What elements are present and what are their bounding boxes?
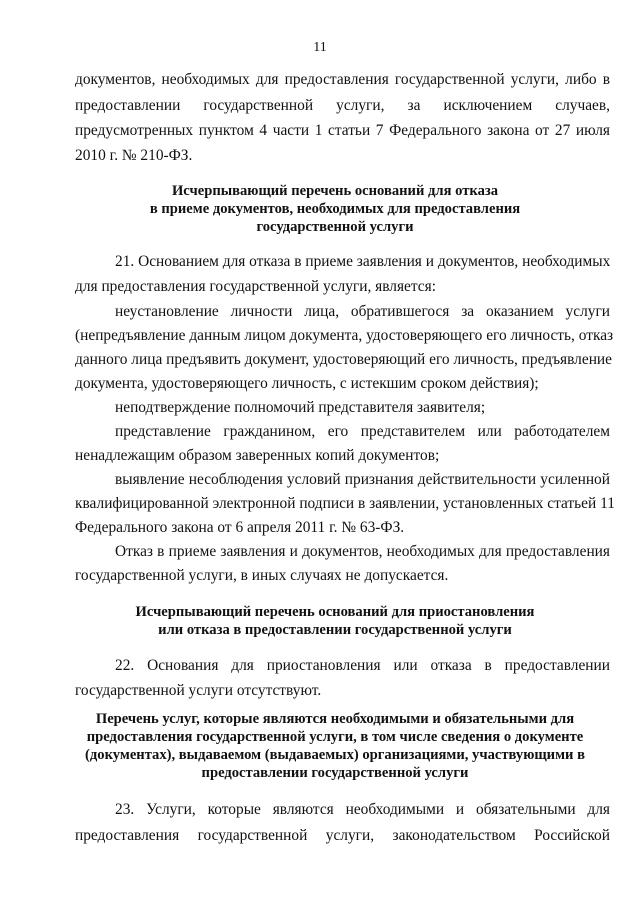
- text-line: 2010 г. № 210-ФЗ.: [75, 147, 193, 164]
- text-line: документа, удостоверяющего личность, с истекшим сроком действия);: [75, 375, 539, 392]
- text-line: (непредъявление данным лицом документа, удостоверяющего его личность, отказ: [75, 327, 614, 344]
- section-heading: в приеме документов, необходимых для предоставления: [149, 201, 521, 217]
- text-line: неподтверждение полномочий представителя заявителя;: [115, 399, 486, 416]
- text-line: предоставлении государственной услуги, за исключением случаев,: [75, 97, 610, 114]
- text-line: выявление несоблюдения условий признания действительности усиленной: [115, 471, 610, 488]
- section-heading: предоставлении государственной услуги: [201, 765, 469, 781]
- text-line: государственной услуги, в иных случаях не допускается.: [75, 567, 449, 584]
- text-line: 22. Основания для приостановления или отказа в предоставлении: [115, 657, 610, 674]
- section-heading: (документах), выдаваемом (выдаваемых) организациями, участвующими в: [85, 747, 585, 763]
- text-line: ненадлежащим образом заверенных копий документов;: [75, 447, 440, 464]
- section-heading: или отказа в предоставлении государственной услуги: [158, 622, 512, 638]
- text-line: предоставления государственной услуги, законодательством Российской: [75, 827, 610, 844]
- text-line: данного лица предъявить документ, удостоверяющий его личность, предъявление: [75, 351, 612, 368]
- text-line: представление гражданином, его представителем или работодателем: [115, 423, 610, 440]
- text-line: 23. Услуги, которые являются необходимыми и обязательными для: [115, 801, 610, 818]
- text-line: Отказ в приеме заявления и документов, необходимых для предоставления: [115, 543, 610, 560]
- section-heading: предоставления государственной услуги, в том числе сведения о документе: [86, 729, 584, 745]
- page-number: 11: [313, 40, 327, 55]
- section-heading: Перечень услуг, которые являются необходимыми и обязательными для: [95, 711, 575, 727]
- text-line: для предоставления государственной услуги, является:: [75, 278, 436, 295]
- section-heading: Исчерпывающий перечень оснований для приостановления: [135, 604, 535, 620]
- text-line: государственной услуги отсутствуют.: [75, 682, 322, 699]
- text-line: квалифицированной электронной подписи в заявлении, установленных статьей 11: [75, 495, 615, 512]
- text-line: Федерального закона от 6 апреля 2011 г. № 63-ФЗ.: [75, 519, 405, 536]
- text-line: предусмотренных пунктом 4 части 1 статьи 7 Федерального закона от 27 июля: [75, 122, 610, 139]
- text-line: документов, необходимых для предоставления государственной услуги, либо в: [75, 71, 610, 88]
- section-heading: государственной услуги: [256, 219, 414, 235]
- text-line: 21. Основанием для отказа в приеме заявления и документов, необходимых: [115, 253, 611, 270]
- text-line: неустановление личности лица, обратившегося за оказанием услуги: [115, 303, 610, 320]
- section-heading: Исчерпывающий перечень оснований для отказа: [171, 183, 499, 199]
